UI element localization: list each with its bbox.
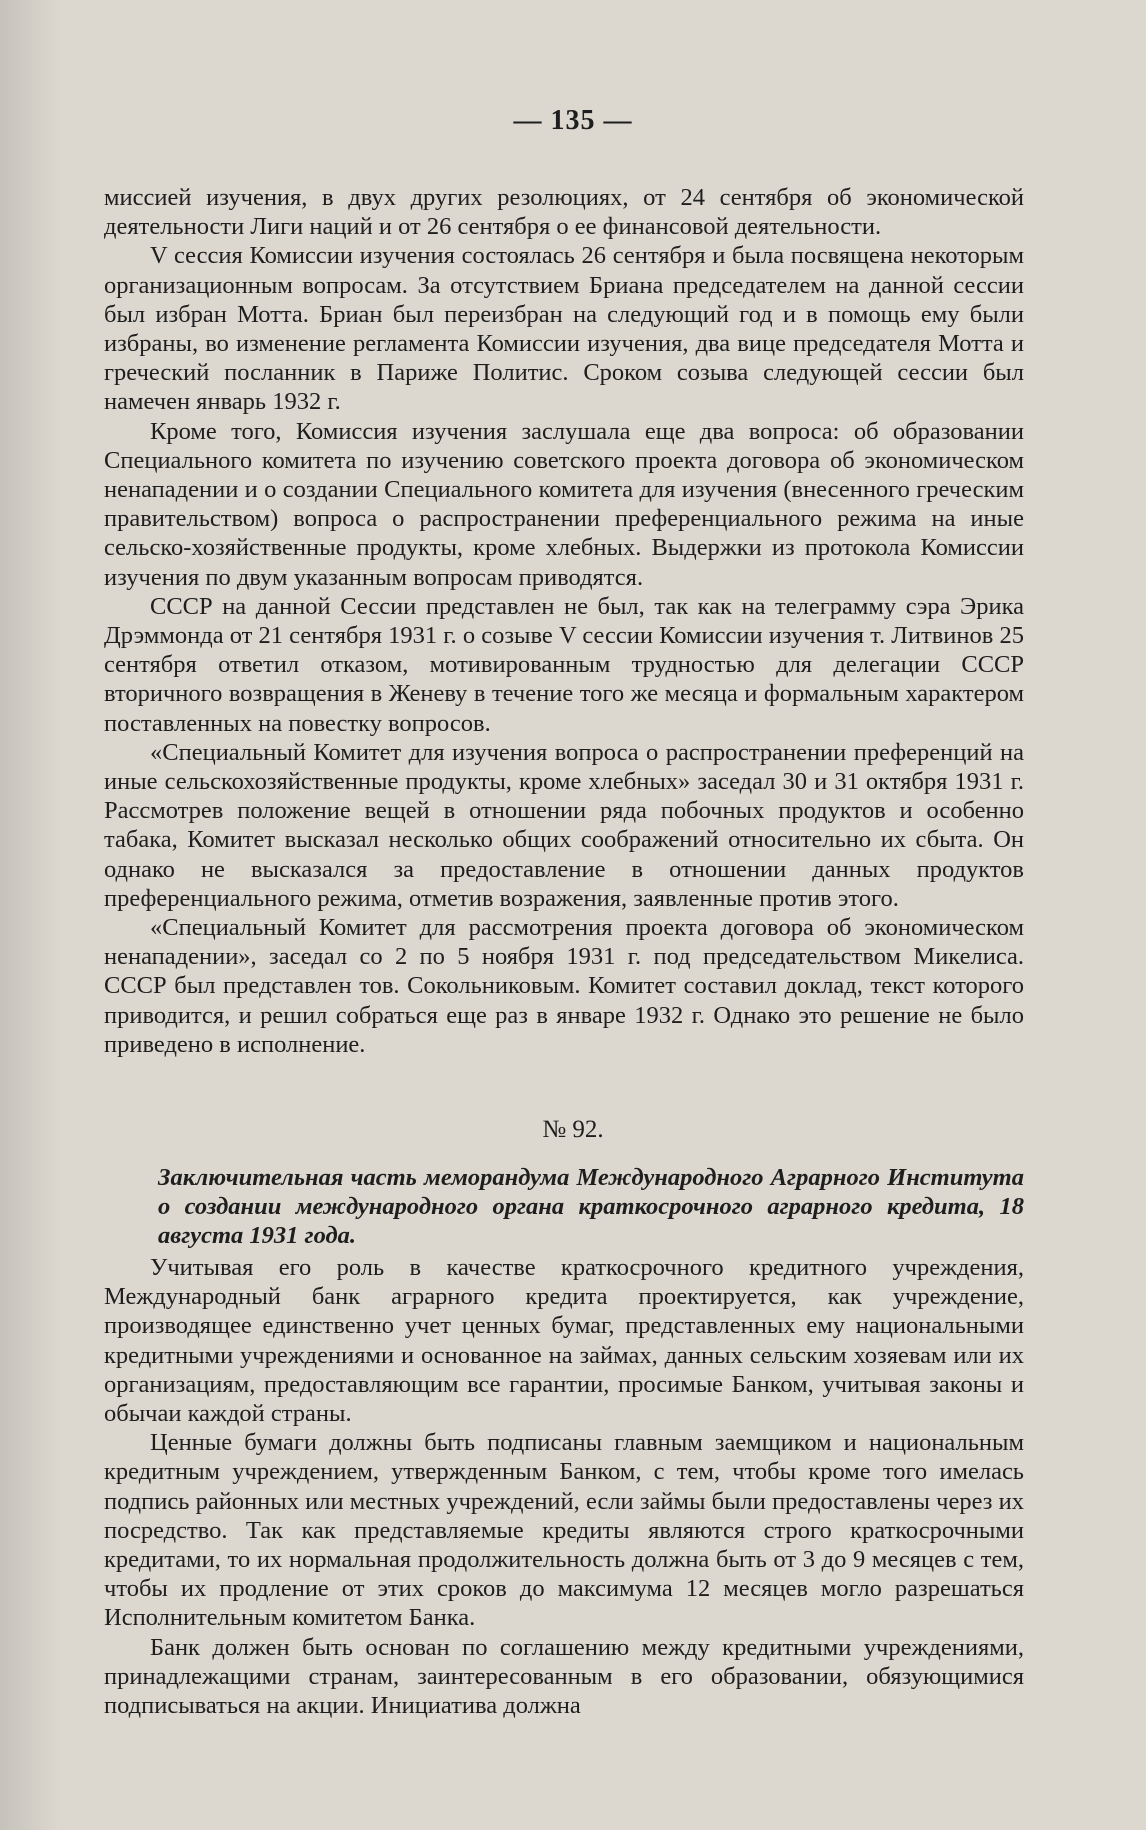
paragraph: миссией изучения, в двух других резолюциях, от 24 сентября об экономической деятельности Лиги наций и от 26 сентября о ее финансовой деятельности. [104,184,1024,241]
page-number: — 135 — [513,105,633,136]
document-number: № 92. [542,1116,604,1143]
document-heading: Заключительная часть меморандума Международного Аграрного Института о создании международного органа краткосрочного аграрного кредита, 18 августа 1931 года. [158,1164,1024,1249]
paragraph: Учитывая его роль в качестве краткосрочного кредитного учреждения, Международный банк аграрного кредита проектируется, как учреждение, производящее единственно учет ценных бумаг, представленных ему национальными кредитными учреждениями и основанное на займах, данных сельским хозяевам или их организациям, предоставляющим все гарантии, просимые Банком, учитывая законы и обычаи каждой страны. [104,1254,1024,1428]
paragraph: Ценные бумаги должны быть подписаны главным заемщиком и национальным кредитным учреждением, утвержденным Банком, с тем, чтобы кроме того имелась подпись районных или местных учреждений, если займы были предоставлены через их посредство. Так как представляемые кредиты являются строго краткосрочными кредитами, то их нормальная продолжительность должна быть от 3 до 9 месяцев с тем, чтобы их продление от этих сроков до максимума 12 месяцев могло разрешаться Исполнительным комитетом Банка. [104,1429,1024,1632]
paragraph: «Специальный Комитет для изучения вопроса о распространении преференций на иные сельскохозяйственные продукты, кроме хлебных» заседал 30 и 31 октября 1931 г. Рассмотрев положение вещей в отношении ряда побочных продуктов и особенно табака, Комитет высказал несколько общих соображений относительно их сбыта. Он однако не высказался за предоставление в отношении данных продуктов преференциального режима, отметив возражения, заявленные против этого. [104,738,1024,912]
paragraph: «Специальный Комитет для рассмотрения проекта договора об экономическом ненападении», заседал со 2 по 5 ноября 1931 г. под председательством Микелиса. СССР был представлен тов. Сокольниковым. Комитет составил доклад, текст которого приводится, и решил собраться еще раз в январе 1932 г. Однако это решение не было приведено в исполнение. [104,914,1024,1058]
memorandum-text-block [104,1253,1024,1720]
binding-shadow [0,0,60,1830]
paragraph: СССР на данной Сессии представлен не был, так как на телеграмму сэра Эрика Дрэммонда от 21 сентября 1931 г. о созыве V сессии Комиссии изучения т. Литвинов 25 сентября ответил отказом, мотивированным трудностью для делегации СССР вторичного возвращения в Женеву в течение того же месяца и формальным характером поставленных на повестку вопросов. [104,592,1024,737]
paragraph: V сессия Комиссии изучения состоялась 26 сентября и была посвящена некоторым организационным вопросам. За отсутствием Бриана председателем на данной сессии был избран Мотта. Бриан был переизбран на следующий год и в помощь ему были избраны, во изменение регламента Комиссии изучения, два вице председателя Мотта и греческий посланник в Париже Политис. Сроком созыва следующей сессии был намечен январь 1932 г. [104,242,1024,416]
paragraph: Банк должен быть основан по соглашению между кредитными учреждениями, принадлежащими странам, заинтересованным в его образовании, обязующимися подписываться на акции. Инициатива должна [104,1633,1024,1720]
paragraph: Кроме того, Комиссия изучения заслушала еще два вопроса: об образовании Специального комитета по изучению советского проекта договора об экономическом ненападении и о создании Специального комитета для изучения (внесенного греческим правительством) вопроса о распространении преференциального режима на иные сельско-хозяйственные продукты, кроме хлебных. Выдержки из протокола Комиссии изучения по двум указанным вопросам приводятся. [104,417,1024,591]
intro-text-block [104,183,1024,1059]
